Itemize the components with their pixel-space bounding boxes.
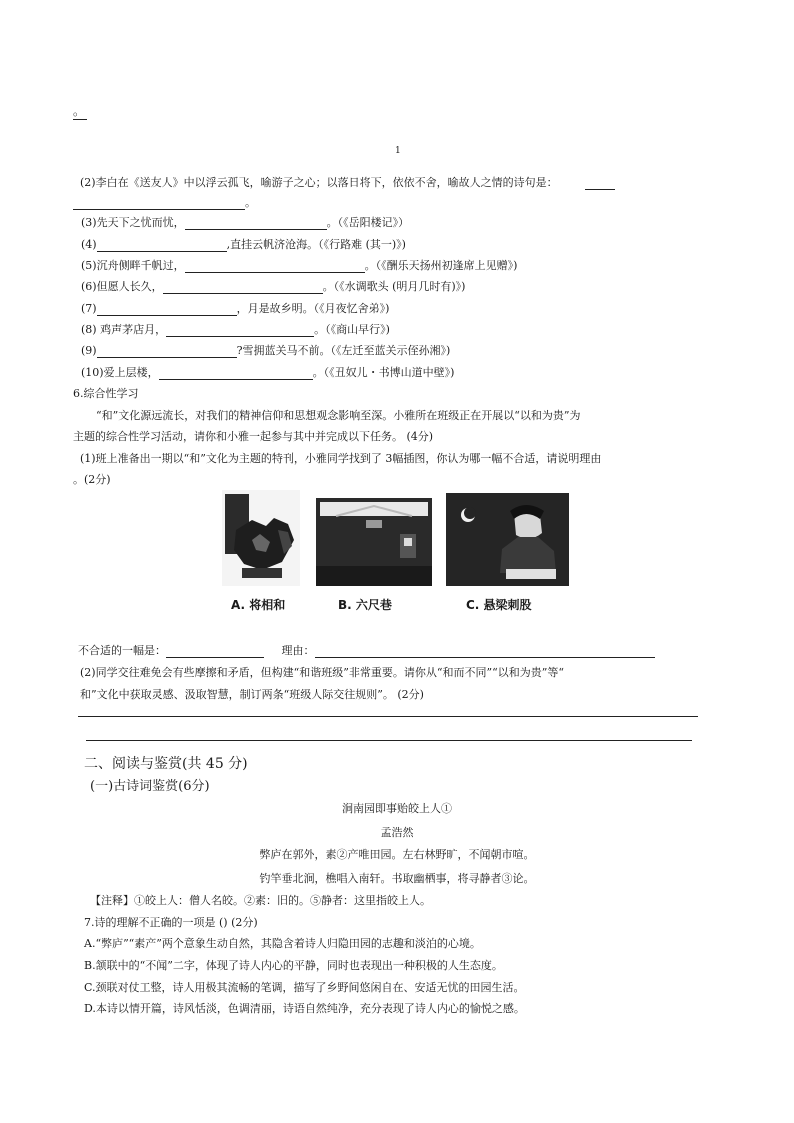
item-before: (5)沉舟侧畔千帆过， [81,259,185,272]
item-before: (9) [81,344,97,357]
item-before: (6)但愿人长久， [81,280,163,293]
item-before: (4) [81,238,97,251]
item-after: 。（《岳阳楼记》） [326,216,410,229]
q7-option-c[interactable]: C.颈联对仗工整，诗人用极其流畅的笔调，描写了乡野间悠闲自在、安适无忧的田园生活。 [84,981,525,994]
q5-item-4 [81,236,406,252]
unsuitable-label: 不合适的一幅是： [78,644,166,657]
item-after: 。（《商山早行》) [314,323,390,336]
answer-blank[interactable] [185,260,365,273]
figure-b-image [316,498,432,586]
item-after: 。（《酬乐天扬州初逢席上见赠》) [364,259,518,272]
figure-c-caption: C. 悬梁刺股 [466,598,532,612]
item-before: (8) 鸡声茅店月， [81,323,167,336]
q6-sub1-line2: 。(2分) [73,473,111,486]
answer-blank[interactable] [97,239,227,252]
item-before: (10)爱上层楼， [81,366,159,379]
q6-sub1-line1: (1)班上准备出一期以“和”文化为主题的特刊，小雅同学找到了 3幅插图，你认为哪一幅不合适，请说明理由 [80,452,602,465]
q5-item-9 [81,342,450,358]
poem-line-1: 弊庐在郭外，素②产唯田园。左右林野旷，不闻朝市喧。 [259,848,535,861]
q6-intro-line1: “和”文化源远流长，对我们的精神信仰和思想观念影响至深。小雅所在班级正在开展以“以和为贵”为 [96,409,581,422]
q7-option-b[interactable]: B.颔联中的“不闻”二字，体现了诗人内心的平静，同时也表现出一种积极的人生态度。 [84,959,503,972]
q5-item-2-blank-a[interactable] [585,177,615,190]
q5-item-2-blank-b[interactable] [73,197,245,210]
q5-item-7 [81,300,389,316]
figure-b-caption: B. 六尺巷 [338,598,392,612]
reason-label: 理由： [281,644,315,657]
top-mark: 。 [73,104,86,118]
poem-line-2: 钓竿垂北涧，樵唱入南轩。书取幽栖事，将寻静者③论。 [259,872,535,885]
answer-blank[interactable] [185,217,327,230]
q6-sub2-line2: 和”文化中获取灵感、汲取智慧，制订两条“班级人际交往规则”。 (2分) [80,688,424,701]
item-after: ,直挂云帆济沧海。（《行路难 (其一)》) [226,238,406,251]
q5-item-8 [81,321,390,337]
q5-item-2-text: (2)李白在《送友人》中以浮云孤飞，喻游子之心；以落日将下，依依不舍，喻故人之情的诗句是： [80,176,558,189]
figure-a-image [222,490,300,586]
q7-option-a[interactable]: A.“弊庐”“素产”两个意象生动自然，其隐含着诗人归隐田园的志趣和淡泊的心境。 [84,937,481,950]
q5-item-2 [80,174,615,190]
q6-intro-line2: 主题的综合性学习活动，请你和小雅一起参与其中并完成以下任务。 (4分) [73,430,434,443]
q5-item-6 [81,278,465,294]
item-after: ?雪拥蓝关马不前。（《左迁至蓝关示侄孙湘》) [236,344,451,357]
q5-item-3 [81,214,409,230]
answer-blank[interactable] [166,324,314,337]
q6-heading: 6.综合性学习 [73,387,139,400]
q5-item-2-end: 。 [245,196,256,209]
q5-item-10 [81,364,454,380]
answer-blank[interactable] [163,281,323,294]
section-2-title: 二、阅读与鉴赏(共 45 分) [84,756,248,772]
item-after: 。（《丑奴儿・书博山道中壁》) [312,366,455,379]
q6-sub2-line1: (2)同学交往难免会有些摩擦和矛盾，但构建“和谐班级”非常重要。请你从“和而不同”“以和为贵”等“ [80,666,564,679]
item-before: (3)先天下之忧而忧， [81,216,185,229]
q5-item-2-cont [73,194,256,210]
answer-line-2[interactable] [86,740,692,741]
poem-author: 孟浩然 [380,826,414,839]
unsuitable-answer-field[interactable] [166,645,264,658]
item-before: (7) [81,302,97,315]
q6-answer-row [78,642,655,658]
poem-title: 涧南园即事贻皎上人① [342,802,452,815]
figure-c-image [446,493,569,586]
figure-a-caption: A. 将相和 [231,598,286,612]
page-number: 1 [395,146,401,156]
section-2-subtitle: (一)古诗词鉴赏(6分) [90,779,210,794]
item-after: 。（《水调歌头 (明月几时有)》) [322,280,466,293]
answer-blank[interactable] [97,345,237,358]
q5-item-5 [81,257,517,273]
item-after: ，月是故乡明。（《月夜忆舍弟》) [236,302,390,315]
answer-blank[interactable] [97,303,237,316]
q7-option-d[interactable]: D.本诗以情开篇，诗风恬淡，色调清丽，诗语自然纯净，充分表现了诗人内心的愉悦之感。 [84,1002,525,1015]
answer-blank[interactable] [159,367,313,380]
q7-stem: 7.诗的理解不正确的一项是 () (2分) [84,916,258,929]
reason-answer-field[interactable] [315,645,655,658]
poem-note: 【注释】①皎上人：僧人名皎。②素：旧的。⑤静者：这里指皎上人。 [90,894,431,907]
answer-line-1[interactable] [78,716,698,717]
